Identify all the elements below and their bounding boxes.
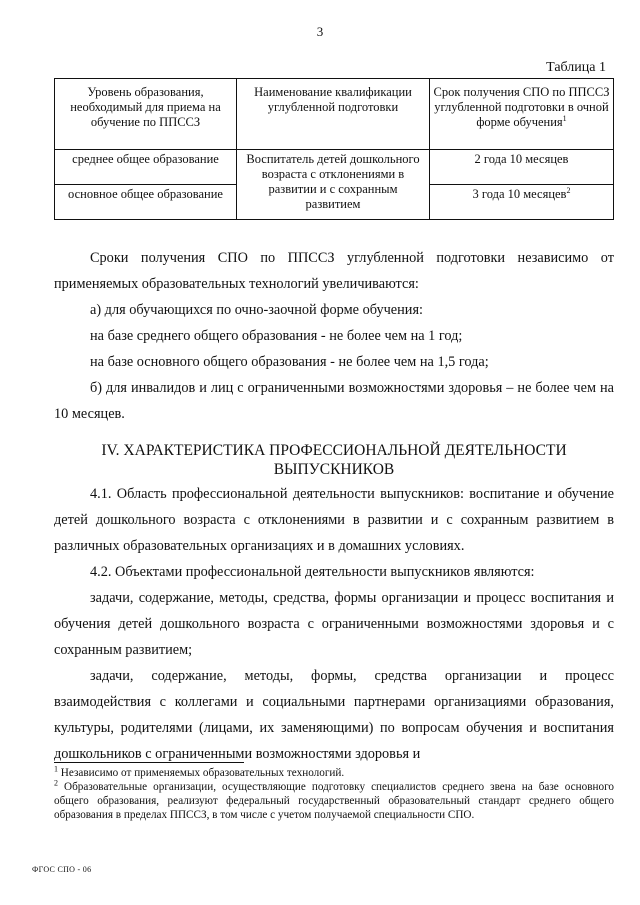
footnote-text: Образовательные организации, осуществляющие подготовку специалистов среднего звена на базе основного общего образования, реализуют федеральный государственный образовательный стандарт среднего общего образования в пределах ППССЗ, в том числе с учетом получаемой специальности СПО.	[54, 781, 614, 821]
cell-qualification: Воспитатель детей дошкольного возраста с отклонениями в развитии и с сохранным развитием	[237, 150, 430, 220]
section-heading: IV. ХАРАКТЕРИСТИКА ПРОФЕССИОНАЛЬНОЙ ДЕЯТЕЛЬНОСТИ ВЫПУСКНИКОВ	[101, 442, 567, 478]
paragraph: 4.2. Объектами профессиональной деятельности выпускников являются:	[90, 564, 535, 580]
footnotes	[54, 766, 614, 822]
cell-term-text: 3 года 10 месяцев	[472, 187, 567, 201]
cell-term	[430, 150, 614, 185]
paragraph: 4.1. Область профессиональной деятельности выпускников: воспитание и обучение детей дошкольного возраста с отклонениями в развитии и с сохранным развитием в различных образовательных организациях и в домашних условиях.	[54, 486, 614, 554]
table-header-row	[55, 79, 614, 150]
paragraph: Сроки получения СПО по ППССЗ углубленной подготовки независимо от применяемых образовательных технологий увеличиваются:	[54, 250, 614, 292]
paragraph: задачи, содержание, методы, формы, средства организации и процесс взаимодействия с коллегами и социальными партнерами организациями образования, культуры, родителями (лицами, их заменяющими) по вопросам обучения и воспитания дошкольников с ограниченными возможностями здоровья и	[54, 668, 614, 762]
page-number: 3	[316, 24, 324, 39]
header-education-level: Уровень образования, необходимый для приема на обучение по ППССЗ	[55, 79, 237, 150]
footnote-mark: 2	[54, 778, 58, 788]
header-term-text: Срок получения СПО по ППССЗ углубленной подготовки в очной форме обучения	[433, 85, 610, 129]
footnote-mark: 1	[54, 764, 58, 774]
cell-education-level: основное общее образование	[55, 185, 237, 220]
cell-education-level: среднее общее образование	[55, 150, 237, 185]
paragraph: на базе основного общего образования - не более чем на 1,5 года;	[90, 354, 489, 370]
cell-term-text: 2 года 10 месяцев	[474, 152, 569, 166]
terms-text-block	[54, 245, 614, 427]
section-text-block	[54, 481, 614, 767]
footnote	[54, 780, 614, 822]
paragraph: б) для инвалидов и лиц с ограниченными возможностями здоровья – не более чем на 10 месяцев.	[54, 380, 614, 422]
footnote-ref-1: 1	[562, 113, 567, 123]
table-row	[55, 150, 614, 185]
paragraph: а) для обучающихся по очно-заочной форме обучения:	[90, 302, 423, 318]
table-caption: Таблица 1	[546, 60, 606, 75]
paragraph: задачи, содержание, методы, средства, формы организации и процесс воспитания и обучения детей дошкольного возраста с ограниченными возможностями здоровья и с сохранным развитием;	[54, 590, 614, 658]
footer-mark: ФГОС СПО - 06	[32, 865, 92, 874]
header-term	[430, 79, 614, 150]
footnote-separator	[54, 762, 244, 763]
cell-term	[430, 185, 614, 220]
footnote-text: Независимо от применяемых образовательных технологий.	[58, 767, 345, 779]
footnote	[54, 766, 614, 780]
education-terms-table	[54, 78, 614, 220]
footnote-ref-2: 2	[566, 185, 571, 195]
paragraph: на базе среднего общего образования - не более чем на 1 год;	[90, 328, 463, 344]
header-qualification: Наименование квалификации углубленной подготовки	[237, 79, 430, 150]
